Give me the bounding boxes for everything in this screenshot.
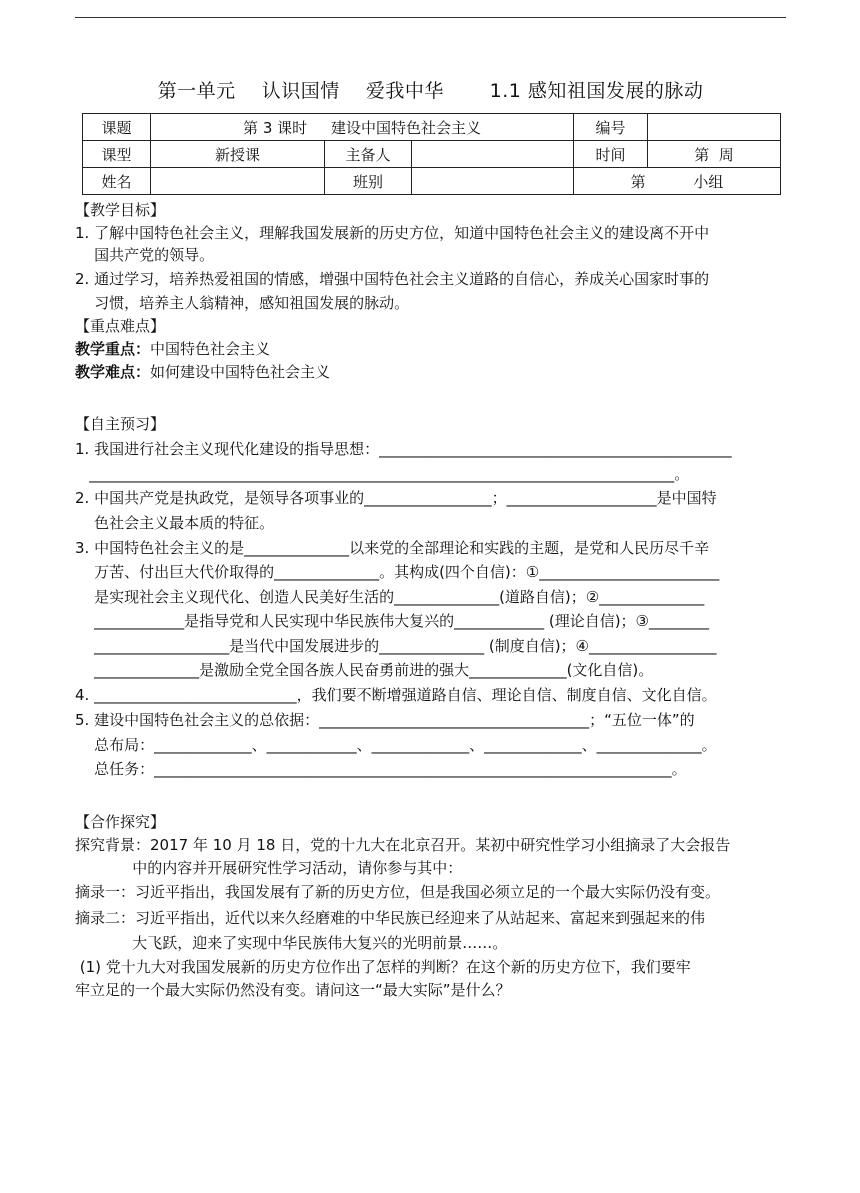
cell-subject: 第 3 课时 建设中国特色社会主义 (151, 114, 574, 141)
header-rule (75, 17, 786, 18)
preview-line: ____________是指导党和人民实现中华民族伟大复兴的____________ (理论自信)；③________ (75, 612, 709, 630)
table-row (83, 114, 781, 141)
page-title: 第一单元 认识国情 爱我中华 1.1 感知祖国发展的脉动 (157, 80, 704, 102)
preview-heading: 【自主预习】 (75, 415, 166, 433)
preview-line: __________________是当代中国发展进步的______________ (制度自信)；④_________________ (75, 637, 717, 655)
preview-line: 5. 建设中国特色社会主义的总依据：____________________________________；“五位一体”的 (75, 711, 695, 729)
question-line: 牢立足的一个最大实际仍然没有变。请问这一“最大实际”是什么？ (75, 981, 511, 999)
preview-line: 2. 中国共产党是执政党，是领导各项事业的_________________；____________________是中国特 (75, 489, 717, 507)
preview-line: 总任务：_____________________________________________________________________。 (75, 760, 687, 778)
lesson-info-table (82, 113, 781, 195)
cell-class-label: 班别 (325, 168, 412, 195)
cell-type-label: 课型 (83, 141, 151, 168)
preview-line: 3. 中国特色社会主义的是______________以来党的全部理论和实践的主题，是党和人民历尽千辛 (75, 539, 710, 557)
preview-line: ______________________________________________________________________________。 (75, 465, 690, 483)
difficulty-label: 教学难点： (75, 363, 151, 381)
preview-line: 色社会主义最本质的特征。 (75, 514, 275, 532)
cell-subject-label: 课题 (83, 114, 151, 141)
difficulty-row (75, 361, 330, 383)
cell-time-label: 时间 (574, 141, 648, 168)
key-point-label: 教学重点： (75, 340, 151, 358)
objectives-heading: 【教学目标】 (75, 201, 166, 219)
excerpt-line: 摘录二：习近平指出，近代以来久经磨难的中华民族已经迎来了从站起来、富起来到强起来的伟 (75, 909, 706, 927)
coop-line: 中的内容并开展研究性学习活动，请你参与其中： (75, 859, 463, 877)
difficulty: 如何建设中国特色社会主义 (150, 363, 331, 381)
objective-line: 2. 通过学习，培养热爱祖国的情感，增强中国特色社会主义道路的自信心，养成关心国家时事的 (75, 270, 710, 288)
objective-line: 国共产党的领导。 (75, 246, 215, 264)
table-row (83, 168, 781, 195)
cell-preparer[interactable] (412, 141, 574, 168)
cell-group: 第 小组 (574, 168, 781, 195)
objective-line: 习惯，培养主人翁精神，感知祖国发展的脉动。 (75, 294, 410, 312)
coop-line: 探究背景：2017 年 10 月 18 日，党的十九大在北京召开。某初中研究性学习小组摘录了大会报告 (75, 836, 731, 854)
key-heading: 【重点难点】 (75, 317, 166, 335)
cell-preparer-label: 主备人 (325, 141, 412, 168)
preview-line: 4. ___________________________，我们要不断增强道路自信、理论自信、制度自信、文化自信。 (75, 686, 717, 704)
preview-line: ______________是激励全党全国各族人民奋勇前进的强大_____________(文化自信)。 (75, 661, 654, 679)
cell-name-label: 姓名 (83, 168, 151, 195)
preview-line: 是实现社会主义现代化、创造人民美好生活的______________(道路自信)；②______________ (75, 588, 705, 606)
question-line: (1) 党十九大对我国发展新的历史方位作出了怎样的判断？在这个新的历史方位下，我们要牢 (75, 958, 691, 976)
cell-name[interactable] (151, 168, 325, 195)
cell-number[interactable] (648, 114, 781, 141)
table-row (83, 141, 781, 168)
coop-heading: 【合作探究】 (75, 813, 166, 831)
cell-type: 新授课 (151, 141, 325, 168)
preview-line: 1. 我国进行社会主义现代化建设的指导思想：_______________________________________________ (75, 440, 732, 458)
cell-week: 第 周 (648, 141, 781, 168)
preview-line: 万苦、付出巨大代价取得的______________。其构成(四个自信)：①________________________ (75, 563, 720, 581)
excerpt-line: 大飞跃，迎来了实现中华民族伟大复兴的光明前景……。 (75, 934, 508, 952)
cell-number-label: 编号 (574, 114, 648, 141)
cell-class[interactable] (412, 168, 574, 195)
key-point-row (75, 338, 270, 360)
preview-line: 总布局：_____________、____________、_____________、_____________、______________。 (75, 736, 717, 754)
key-point: 中国特色社会主义 (150, 340, 271, 358)
objective-line: 1. 了解中国特色社会主义，理解我国发展新的历史方位，知道中国特色社会主义的建设离不开中 (75, 224, 710, 242)
excerpt-line: 摘录一：习近平指出，我国发展有了新的历史方位，但是我国必须立足的一个最大实际仍没有变。 (75, 883, 721, 901)
